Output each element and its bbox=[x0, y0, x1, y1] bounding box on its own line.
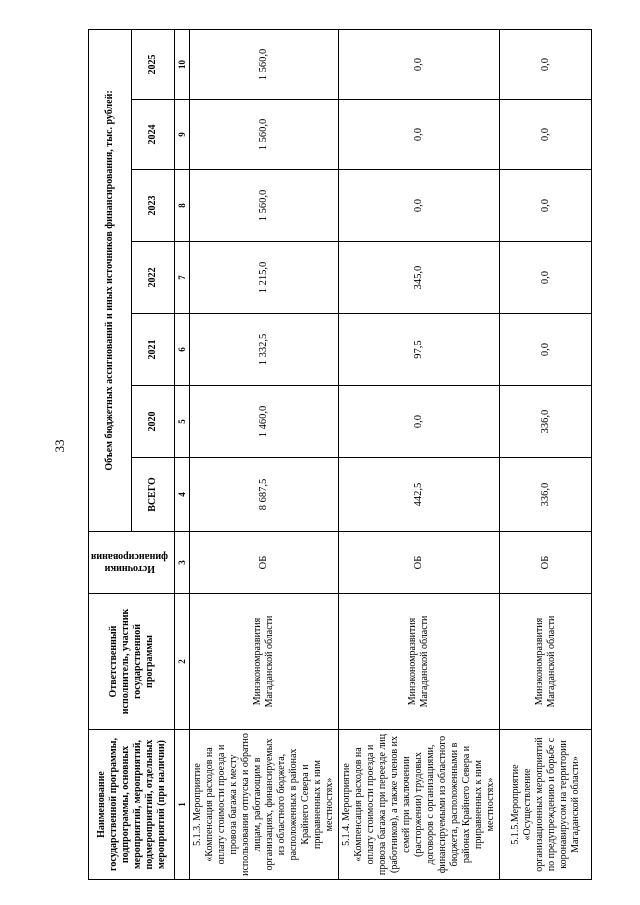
header-year: 2024 bbox=[132, 100, 175, 170]
value-2023: 0,0 bbox=[339, 170, 500, 242]
column-number: 4 bbox=[175, 458, 190, 532]
page-number: 33 bbox=[52, 439, 67, 453]
activity-name: 5.1.5.Мероприятие «Осуществление организационных мероприятий по предупреждению и борьбе с коронавирусом на территории Магаданской области» bbox=[500, 730, 592, 880]
table-row bbox=[339, 29, 500, 879]
value-2025: 0,0 bbox=[339, 29, 500, 99]
executor: Минэкономразвития Магаданской области bbox=[190, 594, 339, 730]
value-total: 442,5 bbox=[339, 458, 500, 532]
header-year: 2020 bbox=[132, 386, 175, 458]
header-name: Наименование государственной программы, подпрограммы, основных мероприятий, мероприятий, подмероприятий, отдельных мероприятий (при наличии) bbox=[89, 730, 175, 880]
value-2022: 1 215,0 bbox=[190, 242, 339, 314]
table-row bbox=[190, 29, 339, 879]
activity-name: 5.1.3. Мероприятие «Компенсация расходов на оплату стоимости проезда и провоза багажа к месту использования отпуска и обратно лицам, работающим в организациях, финансируемых из областного бюджета, расположенных в районах Крайнего Севера и приравненных к ним местностях» bbox=[190, 730, 339, 880]
value-2021: 0,0 bbox=[500, 314, 592, 386]
value-2022: 0,0 bbox=[500, 242, 592, 314]
funding-source: ОБ bbox=[500, 532, 592, 594]
column-number: 6 bbox=[175, 314, 190, 386]
value-2020: 0,0 bbox=[339, 386, 500, 458]
funding-table bbox=[88, 29, 592, 880]
header-year: 2025 bbox=[132, 29, 175, 99]
value-2024: 1 560,0 bbox=[190, 100, 339, 170]
value-2020: 1 460,0 bbox=[190, 386, 339, 458]
header-funding-group: Объем бюджетных ассигнований и иных источников финансирования, тыс. рублей: bbox=[89, 29, 132, 531]
header-source-text: Источники финансирования bbox=[90, 551, 169, 575]
value-2022: 345,0 bbox=[339, 242, 500, 314]
table-row bbox=[500, 29, 592, 879]
value-2021: 1 332,5 bbox=[190, 314, 339, 386]
column-number: 10 bbox=[175, 29, 190, 99]
column-number-row bbox=[175, 29, 190, 879]
value-total: 8 687,5 bbox=[190, 458, 339, 532]
value-2024: 0,0 bbox=[500, 100, 592, 170]
column-number: 8 bbox=[175, 170, 190, 242]
executor: Минэкономразвития Магаданской области bbox=[500, 594, 592, 730]
header-year: 2021 bbox=[132, 314, 175, 386]
value-2025: 0,0 bbox=[500, 29, 592, 99]
value-2025: 1 560,0 bbox=[190, 29, 339, 99]
funding-source: ОБ bbox=[339, 532, 500, 594]
value-2023: 1 560,0 bbox=[190, 170, 339, 242]
activity-name: 5.1.4. Мероприятие «Компенсация расходов на оплату стоимости проезда и провоза багажа при переезде лиц (работников), а также членов их семей при заключении (расторжении) трудовых договоров с организациями, финансируемыми из областного бюджета, расположенными в районах Крайнего Севера и приравненных к ним местностях» bbox=[339, 730, 500, 880]
header-year: 2023 bbox=[132, 170, 175, 242]
column-number: 3 bbox=[175, 532, 190, 594]
value-2020: 336,0 bbox=[500, 386, 592, 458]
value-total: 336,0 bbox=[500, 458, 592, 532]
column-number: 9 bbox=[175, 100, 190, 170]
value-2021: 97,5 bbox=[339, 314, 500, 386]
header-year: ВСЕГО bbox=[132, 458, 175, 532]
header-executor: Ответственный исполнитель, участник государственной программы bbox=[89, 594, 175, 730]
header-row-1 bbox=[89, 29, 132, 879]
funding-source: ОБ bbox=[190, 532, 339, 594]
column-number: 2 bbox=[175, 594, 190, 730]
header-year: 2022 bbox=[132, 242, 175, 314]
column-number: 7 bbox=[175, 242, 190, 314]
value-2024: 0,0 bbox=[339, 100, 500, 170]
rotated-table-container bbox=[88, 30, 623, 880]
value-2023: 0,0 bbox=[500, 170, 592, 242]
header-source bbox=[89, 532, 175, 594]
column-number: 5 bbox=[175, 386, 190, 458]
column-number: 1 bbox=[175, 730, 190, 880]
executor: Минэкономразвития Магаданской области bbox=[339, 594, 500, 730]
